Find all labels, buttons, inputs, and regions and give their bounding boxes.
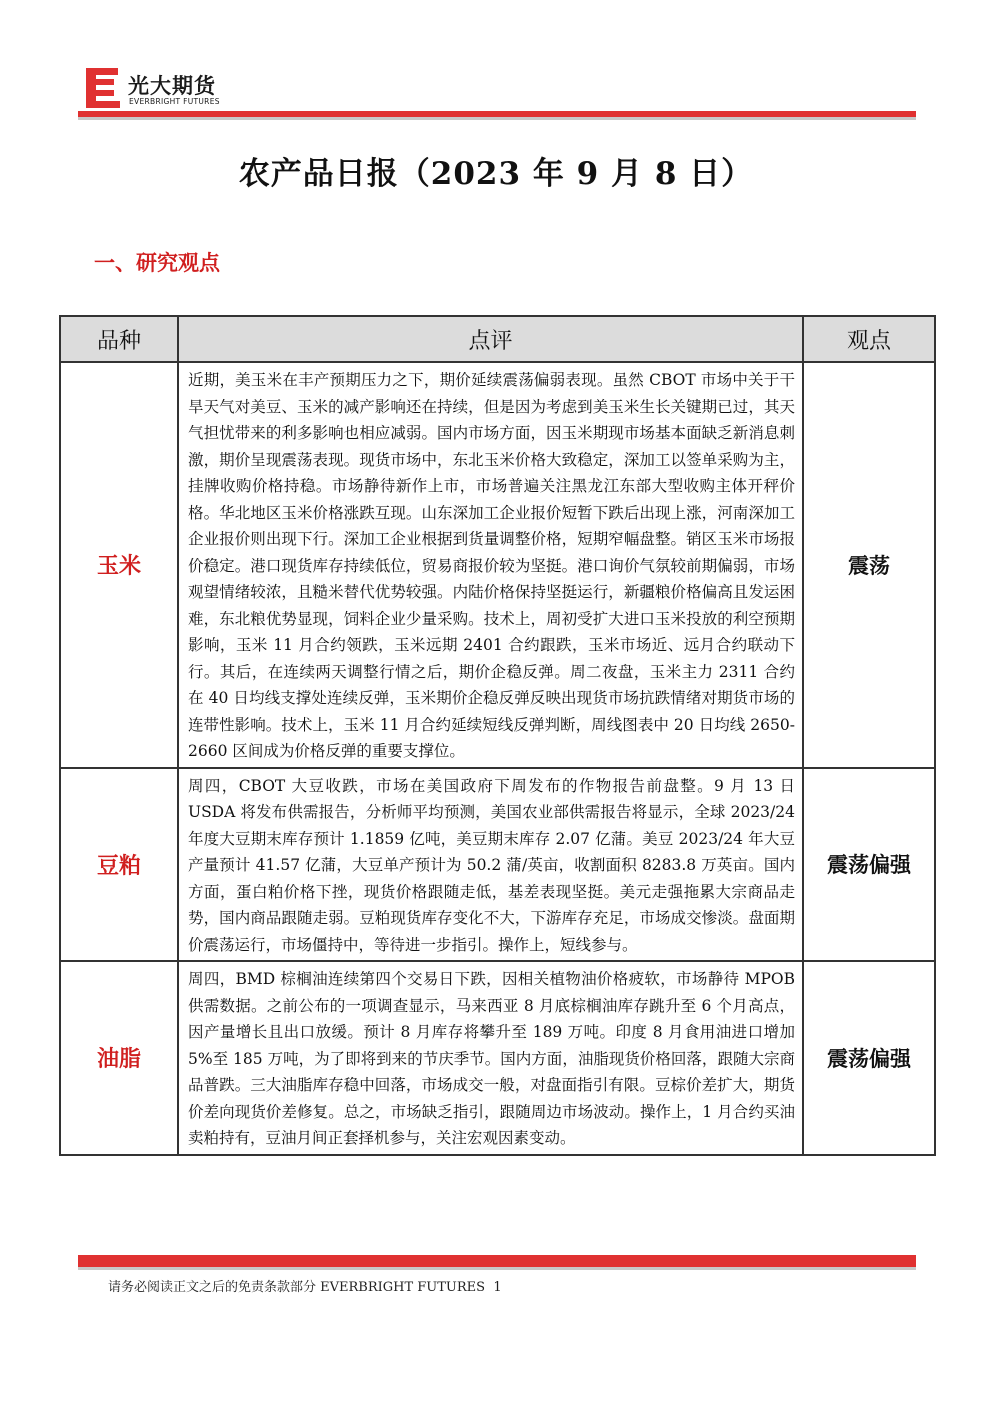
- footer-divider: [78, 1255, 916, 1267]
- comment-cell: 周四，BMD 棕榈油连续第四个交易日下跌，因相关植物油价格疲软，市场静待 MPOB 供需数据。之前公布的一项调查显示，马来西亚 8 月底棕榈油库存跳升至 6 个月高点，因产量增长且出口放缓。预计 8 月库存将攀升至 189 万吨。印度 8 月食用油进口增加 5%至 185 万吨，为了即将到来的节庆季节。国内方面，油脂现货价格回落，跟随大宗商品普跌。三大油脂库存稳中回落，市场成交一般，对盘面指引有限。豆棕价差扩大，期货价差向现货价差修复。总之，市场缺乏指引，跟随周边市场波动。操作上，1 月合约买油卖粕持有，豆油月间正套择机参与，关注宏观因素变动。: [178, 961, 803, 1155]
- logo-english-name: EVERBRIGHT FUTURES: [129, 97, 220, 106]
- variety-cell: 豆粕: [60, 768, 178, 962]
- view-cell: 震荡: [803, 362, 935, 768]
- research-view-table: [59, 315, 936, 1156]
- variety-cell: 油脂: [60, 961, 178, 1155]
- header-divider-shadow: [78, 117, 916, 120]
- logo-chinese-name: 光大期货: [128, 74, 216, 98]
- table-row-soymeal: [60, 768, 935, 962]
- section-heading: 一、研究观点: [94, 250, 220, 275]
- table-header-row: [60, 316, 935, 362]
- table-row-corn: [60, 362, 935, 768]
- company-logo: [86, 66, 246, 112]
- comment-cell: 周四，CBOT 大豆收跌，市场在美国政府下周发布的作物报告前盘整。9 月 13 日 USDA 将发布供需报告，分析师平均预测，美国农业部供需报告将显示，全球 2023/24 年度大豆期末库存预计 1.1859 亿吨，美豆期末库存 2.07 亿蒲。美豆 2023/24 年大豆产量预计 41.57 亿蒲，大豆单产预计为 50.2 蒲/英亩，收割面积 8283.8 万英亩。国内方面，蛋白粕价格下挫，现货价格跟随走低，基差表现坚挺。美元走强拖累大宗商品走势，国内商品跟随走弱。豆粕现货库存变化不大，下游库存充足，市场成交惨淡。盘面期价震荡运行，市场僵持中，等待进一步指引。操作上，短线参与。: [178, 768, 803, 962]
- table-row-oils: [60, 961, 935, 1155]
- footer-divider-shadow: [78, 1267, 916, 1270]
- everbright-logo-icon: [86, 68, 122, 108]
- footer-disclaimer: [108, 1276, 502, 1295]
- view-cell: 震荡偏强: [803, 768, 935, 962]
- header-variety: 品种: [60, 316, 178, 362]
- variety-cell: 玉米: [60, 362, 178, 768]
- view-cell: 震荡偏强: [803, 961, 935, 1155]
- header-comment: 点评: [178, 316, 803, 362]
- comment-cell: 近期，美玉米在丰产预期压力之下，期价延续震荡偏弱表现。虽然 CBOT 市场中关于干旱天气对美豆、玉米的减产影响还在持续，但是因为考虑到美玉米生长关键期已过，其天气担忧带来的利多影响也相应减弱。国内市场方面，因玉米期现市场基本面缺乏新消息刺激，期价呈现震荡表现。现货市场中，东北玉米价格大致稳定，深加工以签单采购为主，挂牌收购价格持稳。市场静待新作上市，市场普遍关注黑龙江东部大型收购主体开秤价格。华北地区玉米价格涨跌互现。山东深加工企业报价短暂下跌后出现上涨，河南深加工企业报价则出现下行。深加工企业根据到货量调整价格，短期窄幅盘整。销区玉米市场报价稳定。港口现货库存持续低位，贸易商报价较为坚挺。港口询价气氛较前期偏弱，市场观望情绪较浓，且糙米替代优势较强。内陆价格保持坚挺运行，新疆粮价格偏高且发运困难，东北粮优势显现，饲料企业少量采购。技术上，周初受扩大进口玉米投放的利空预期影响，玉米 11 月合约领跌，玉米远期 2401 合约跟跌，玉米市场近、远月合约联动下行。其后，在连续两天调整行情之后，期价企稳反弹。周二夜盘，玉米主力 2311 合约在 40 日均线支撑处连续反弹，玉米期价企稳反弹反映出现货市场抗跌情绪对期货市场的连带性影响。技术上，玉米 11 月合约延续短线反弹判断，周线图表中 20 日均线 2650-2660 区间成为价格反弹的重要支撑位。: [178, 362, 803, 768]
- header-view: 观点: [803, 316, 935, 362]
- footer-text: 请务必阅读正文之后的免责条款部分 EVERBRIGHT FUTURES: [108, 1280, 486, 1295]
- page-number: 1: [493, 1280, 502, 1295]
- report-title: 农产品日报（2023 年 9 月 8 日）: [238, 156, 754, 192]
